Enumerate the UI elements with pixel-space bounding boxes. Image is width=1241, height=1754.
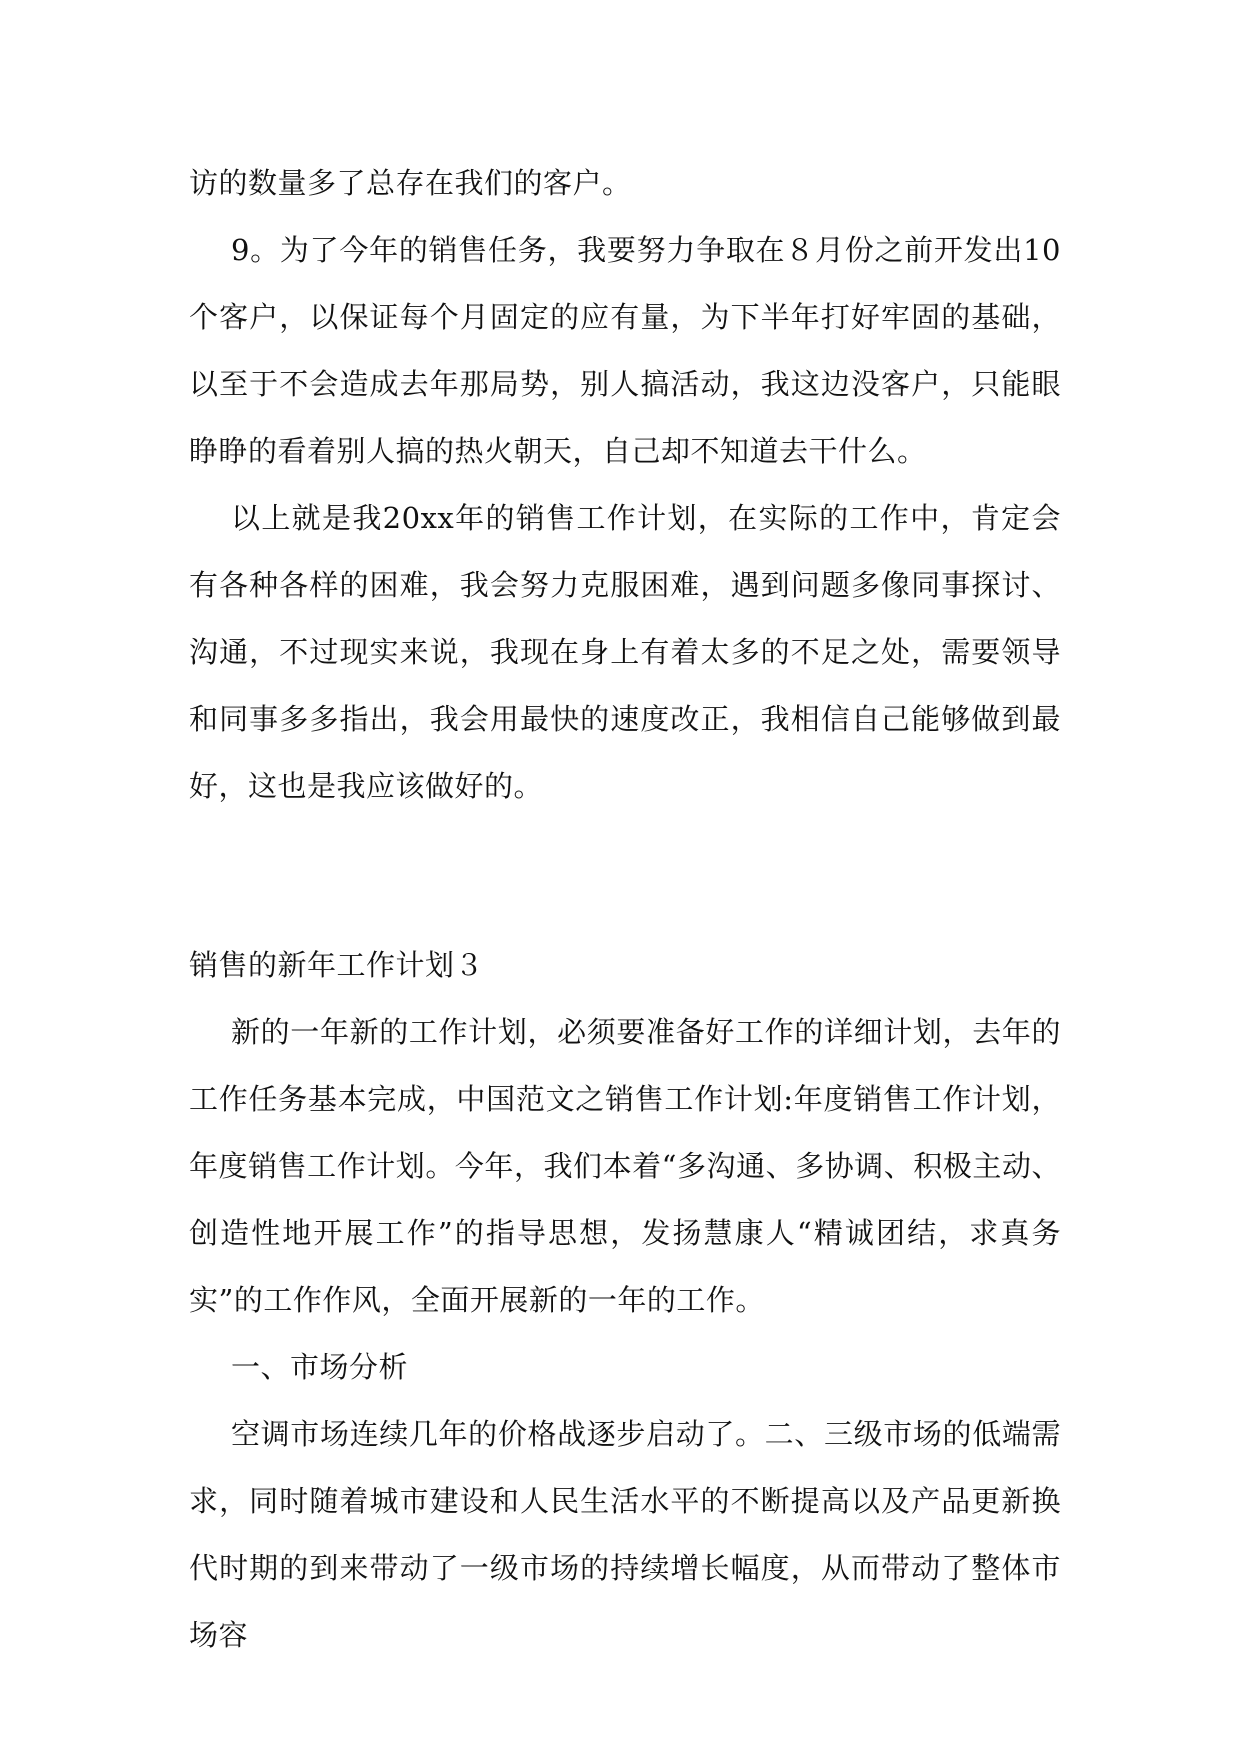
paragraph-item-9: 9。为了今年的销售任务，我要努力争取在８月份之前开发出10个客户，以保证每个月固定的应有量，为下半年打好牢固的基础，以至于不会造成去年那局势，别人搞活动，我这边没客户，只能眼睁睁的看着别人搞的热火朝天，自己却不知道去干什么。 [189, 233, 1061, 468]
subheading-market-analysis: 一、市场分析 [231, 1350, 409, 1384]
paragraph-continuation: 访的数量多了总存在我们的客户。 [189, 166, 632, 200]
paragraph-summary: 以上就是我20xx年的销售工作计划，在实际的工作中，肯定会有各种各样的困难，我会努力克服困难，遇到问题多像同事探讨、沟通，不过现实来说，我现在身上有着太多的不足之处，需要领导和同事多多指出，我会用最快的速度改正，我相信自己能够做到最好，这也是我应该做好的。 [189, 501, 1061, 803]
paragraph-market-analysis: 空调市场连续几年的价格战逐步启动了。二、三级市场的低端需求，同时随着城市建设和人民生活水平的不断提高以及产品更新换代时期的到来带动了一级市场的持续增长幅度，从而带动了整体市场容 [189, 1417, 1061, 1652]
section-title: 销售的新年工作计划３ [189, 948, 485, 982]
paragraph-intro: 新的一年新的工作计划，必须要准备好工作的详细计划，去年的工作任务基本完成，中国范文之销售工作计划:年度销售工作计划，年度销售工作计划。今年，我们本着“多沟通、多协调、积极主动、创造性地开展工作”的指导思想，发扬慧康人“精诚团结，求真务实”的工作作风，全面开展新的一年的工作。 [189, 1015, 1061, 1317]
document-page [189, 150, 1061, 1669]
